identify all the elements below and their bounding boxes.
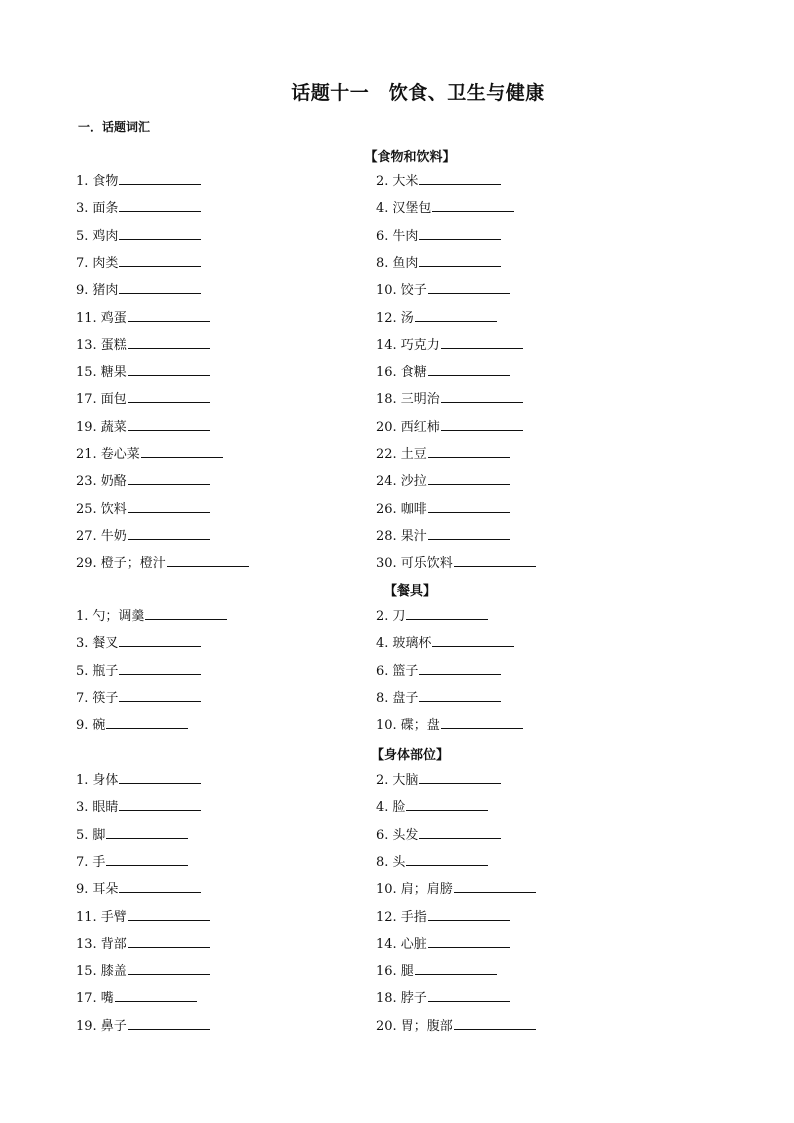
- item-word: 沙拉: [400, 474, 427, 490]
- item-number: 22.: [376, 447, 397, 462]
- item-number: 19.: [76, 419, 97, 435]
- vocab-item: [376, 446, 510, 463]
- item-word: 猪肉: [92, 283, 119, 299]
- item-word: 心脏: [400, 936, 427, 952]
- answer-blank: [428, 528, 510, 540]
- item-number: 8.: [376, 255, 389, 271]
- answer-blank: [119, 881, 201, 893]
- vocab-item: [76, 990, 197, 1007]
- item-number: 9.: [76, 283, 89, 299]
- vocab-item: [376, 772, 501, 789]
- item-word: 筷子: [92, 690, 119, 706]
- vocab-item: [376, 419, 523, 436]
- answer-blank: [419, 173, 501, 185]
- answer-blank: [119, 772, 201, 784]
- vocab-item: [76, 555, 249, 572]
- answer-blank: [128, 337, 210, 349]
- item-number: 4.: [376, 201, 389, 217]
- answer-blank: [428, 282, 510, 294]
- item-word: 果汁: [400, 528, 427, 544]
- item-number: 8.: [376, 690, 389, 706]
- item-word: 鼻子: [100, 1018, 127, 1034]
- answer-blank: [128, 963, 210, 975]
- vocab-item: [76, 200, 201, 217]
- vocab-item: [376, 255, 501, 272]
- item-word: 可乐饮料: [400, 556, 453, 572]
- vocab-item: [76, 827, 188, 844]
- item-word: 饮料: [100, 501, 127, 517]
- answer-blank: [106, 854, 188, 866]
- item-number: 7.: [76, 854, 89, 870]
- vocab-item: [76, 364, 210, 381]
- item-number: 5.: [76, 228, 89, 244]
- vocab-item: [376, 990, 510, 1007]
- item-word: 牛肉: [392, 228, 419, 244]
- answer-blank: [119, 635, 201, 647]
- answer-blank: [428, 501, 510, 513]
- vocab-item: [76, 909, 210, 926]
- vocab-item: [376, 799, 488, 816]
- item-number: 16.: [376, 365, 397, 381]
- answer-blank: [454, 555, 536, 567]
- item-word: 腿: [400, 964, 414, 980]
- answer-blank: [454, 881, 536, 893]
- vocab-item: [76, 419, 210, 436]
- item-number: 12.: [376, 310, 397, 326]
- item-word: 头发: [392, 827, 419, 843]
- item-number: 20.: [376, 1018, 397, 1034]
- vocab-item: [76, 635, 201, 652]
- item-number: 15.: [76, 365, 97, 381]
- vocab-item: [376, 337, 523, 354]
- answer-blank: [128, 473, 210, 485]
- item-number: 10.: [376, 283, 397, 299]
- answer-blank: [428, 909, 510, 921]
- answer-blank: [428, 364, 510, 376]
- vocab-item: [376, 909, 510, 926]
- item-number: 7.: [76, 255, 89, 271]
- item-word: 咖啡: [400, 501, 427, 517]
- vocab-item: [376, 608, 488, 625]
- vocab-item: [76, 963, 210, 980]
- vocab-item: [376, 310, 497, 327]
- item-number: 10.: [376, 882, 397, 898]
- vocab-item: [376, 963, 497, 980]
- item-number: 21.: [76, 447, 97, 462]
- answer-blank: [119, 690, 201, 702]
- section-title: 一．话题词汇: [78, 120, 151, 134]
- item-number: 16.: [376, 964, 397, 980]
- group-title: 【餐具】: [383, 584, 436, 599]
- answer-blank: [119, 228, 201, 240]
- item-number: 20.: [376, 419, 397, 435]
- item-word: 大米: [392, 174, 419, 189]
- item-word: 脚: [92, 827, 106, 843]
- vocab-item: [76, 173, 201, 190]
- item-number: 23.: [76, 474, 97, 490]
- item-number: 6.: [376, 827, 389, 843]
- answer-blank: [145, 608, 227, 620]
- item-word: 巧克力: [400, 337, 440, 353]
- answer-blank: [441, 419, 523, 431]
- item-number: 12.: [376, 909, 397, 925]
- answer-blank: [128, 1018, 210, 1030]
- item-word: 汤: [400, 310, 414, 326]
- item-number: 28.: [376, 528, 397, 544]
- vocab-item: [376, 173, 501, 190]
- item-word: 鱼肉: [392, 255, 419, 271]
- item-word: 脸: [392, 800, 406, 816]
- vocab-item: [76, 501, 210, 518]
- answer-blank: [119, 663, 201, 675]
- item-number: 2.: [376, 609, 389, 624]
- answer-blank: [419, 690, 501, 702]
- item-number: 27.: [76, 528, 97, 544]
- vocab-item: [76, 310, 210, 327]
- vocab-item: [376, 881, 536, 898]
- item-number: 24.: [376, 474, 397, 490]
- answer-blank: [119, 255, 201, 267]
- item-number: 13.: [76, 337, 97, 353]
- answer-blank: [428, 936, 510, 948]
- item-word: 西红柿: [400, 419, 440, 435]
- answer-blank: [128, 936, 210, 948]
- vocab-item: [376, 555, 536, 572]
- item-word: 玻璃杯: [392, 636, 432, 652]
- item-number: 18.: [376, 991, 397, 1007]
- vocab-item: [376, 391, 523, 408]
- vocab-item: [376, 854, 488, 871]
- item-number: 3.: [76, 800, 89, 816]
- item-word: 食物: [92, 174, 119, 189]
- item-word: 食糖: [400, 365, 427, 381]
- item-word: 手臂: [100, 909, 127, 925]
- item-word: 餐叉: [92, 636, 119, 652]
- vocab-item: [76, 799, 201, 816]
- vocab-item: [76, 690, 201, 707]
- item-word: 耳朵: [92, 882, 119, 898]
- vocab-item: [76, 1018, 210, 1035]
- item-number: 19.: [76, 1018, 97, 1034]
- answer-blank: [441, 391, 523, 403]
- answer-blank: [432, 200, 514, 212]
- answer-blank: [419, 827, 501, 839]
- item-word: 奶酪: [100, 474, 127, 490]
- vocab-item: [376, 635, 514, 652]
- vocab-item: [76, 282, 201, 299]
- vocab-item: [76, 663, 201, 680]
- vocab-item: [376, 663, 501, 680]
- answer-blank: [128, 501, 210, 513]
- item-word: 膝盖: [100, 964, 127, 980]
- item-word: 脖子: [400, 991, 427, 1007]
- answer-blank: [119, 282, 201, 294]
- item-word: 面包: [100, 392, 127, 408]
- vocab-item: [76, 608, 227, 625]
- item-word: 刀: [392, 609, 406, 624]
- item-word: 土豆: [400, 447, 427, 462]
- answer-blank: [441, 337, 523, 349]
- answer-blank: [119, 173, 201, 185]
- item-number: 26.: [376, 501, 397, 517]
- item-word: 面条: [92, 201, 119, 217]
- item-number: 11.: [76, 909, 97, 925]
- answer-blank: [432, 635, 514, 647]
- vocab-item: [76, 854, 188, 871]
- item-word: 肩；肩膀: [400, 882, 453, 898]
- answer-blank: [128, 364, 210, 376]
- answer-blank: [406, 799, 488, 811]
- page-title: 话题十一 饮食、卫生与健康: [291, 82, 545, 104]
- item-number: 2.: [376, 773, 389, 788]
- answer-blank: [454, 1018, 536, 1030]
- item-number: 6.: [376, 663, 389, 679]
- item-number: 13.: [76, 936, 97, 952]
- vocab-item: [376, 717, 523, 734]
- answer-blank: [128, 528, 210, 540]
- item-word: 鸡肉: [92, 228, 119, 244]
- answer-blank: [128, 909, 210, 921]
- vocab-item: [76, 881, 201, 898]
- vocab-item: [76, 772, 201, 789]
- item-number: 11.: [76, 310, 97, 326]
- answer-blank: [428, 446, 510, 458]
- item-word: 头: [392, 854, 406, 870]
- answer-blank: [128, 391, 210, 403]
- item-number: 30.: [376, 556, 397, 572]
- answer-blank: [441, 717, 523, 729]
- item-number: 14.: [376, 337, 397, 353]
- vocab-item: [76, 473, 210, 490]
- answer-blank: [119, 200, 201, 212]
- group-title: 【食物和饮料】: [364, 150, 456, 165]
- vocab-item: [376, 200, 514, 217]
- item-number: 18.: [376, 392, 397, 408]
- item-word: 糖果: [100, 365, 127, 381]
- answer-blank: [106, 827, 188, 839]
- answer-blank: [141, 446, 223, 458]
- item-number: 17.: [76, 392, 97, 408]
- vocab-item: [76, 936, 210, 953]
- item-word: 手: [92, 854, 106, 870]
- answer-blank: [119, 799, 201, 811]
- vocab-item: [376, 936, 510, 953]
- vocab-item: [76, 337, 210, 354]
- item-number: 6.: [376, 228, 389, 244]
- vocab-item: [376, 282, 510, 299]
- item-word: 嘴: [100, 991, 114, 1007]
- item-word: 三明治: [400, 392, 440, 408]
- item-number: 5.: [76, 663, 89, 679]
- answer-blank: [415, 963, 497, 975]
- item-word: 牛奶: [100, 528, 127, 544]
- answer-blank: [406, 854, 488, 866]
- item-word: 身体: [92, 773, 119, 788]
- vocab-item: [376, 827, 501, 844]
- vocab-item: [76, 391, 210, 408]
- item-number: 8.: [376, 854, 389, 870]
- item-word: 饺子: [400, 283, 427, 299]
- item-word: 勺；调羹: [92, 609, 145, 624]
- vocab-item: [376, 528, 510, 545]
- item-number: 1.: [76, 609, 89, 624]
- item-number: 4.: [376, 800, 389, 816]
- item-number: 2.: [376, 174, 389, 189]
- answer-blank: [115, 990, 197, 1002]
- item-number: 7.: [76, 690, 89, 706]
- item-number: 9.: [76, 718, 89, 734]
- item-word: 碟；盘: [400, 718, 440, 734]
- item-number: 15.: [76, 964, 97, 980]
- answer-blank: [419, 255, 501, 267]
- item-word: 汉堡包: [392, 201, 432, 217]
- item-number: 17.: [76, 991, 97, 1007]
- item-word: 肉类: [92, 255, 119, 271]
- answer-blank: [419, 663, 501, 675]
- vocab-item: [76, 528, 210, 545]
- vocab-item: [376, 473, 510, 490]
- answer-blank: [428, 473, 510, 485]
- item-word: 鸡蛋: [100, 310, 127, 326]
- item-number: 14.: [376, 936, 397, 952]
- vocab-item: [76, 446, 223, 463]
- item-number: 4.: [376, 636, 389, 652]
- answer-blank: [106, 717, 188, 729]
- vocab-item: [76, 717, 188, 734]
- item-word: 篮子: [392, 663, 419, 679]
- item-word: 背部: [100, 936, 127, 952]
- item-number: 9.: [76, 882, 89, 898]
- item-word: 蔬菜: [100, 419, 127, 435]
- vocab-item: [76, 228, 201, 245]
- answer-blank: [419, 772, 501, 784]
- vocab-item: [376, 364, 510, 381]
- answer-blank: [415, 310, 497, 322]
- item-word: 蛋糕: [100, 337, 127, 353]
- item-word: 卷心菜: [100, 447, 140, 462]
- group-title: 【身体部位】: [370, 748, 449, 763]
- item-number: 25.: [76, 501, 97, 517]
- item-word: 瓶子: [92, 663, 119, 679]
- answer-blank: [167, 555, 249, 567]
- item-number: 5.: [76, 827, 89, 843]
- vocab-item: [376, 690, 501, 707]
- item-number: 1.: [76, 174, 89, 189]
- item-word: 大脑: [392, 773, 419, 788]
- item-number: 10.: [376, 718, 397, 734]
- item-word: 手指: [400, 909, 427, 925]
- vocab-item: [376, 228, 501, 245]
- answer-blank: [428, 990, 510, 1002]
- item-number: 3.: [76, 201, 89, 217]
- item-word: 碗: [92, 718, 106, 734]
- vocab-item: [376, 501, 510, 518]
- vocab-item: [376, 1018, 536, 1035]
- item-word: 眼睛: [92, 800, 119, 816]
- answer-blank: [128, 310, 210, 322]
- vocab-item: [76, 255, 201, 272]
- item-word: 盘子: [392, 690, 419, 706]
- answer-blank: [406, 608, 488, 620]
- answer-blank: [128, 419, 210, 431]
- item-number: 1.: [76, 773, 89, 788]
- item-word: 胃；腹部: [400, 1018, 453, 1034]
- item-number: 3.: [76, 636, 89, 652]
- item-number: 29.: [76, 556, 97, 572]
- item-word: 橙子；橙汁: [100, 556, 166, 572]
- answer-blank: [419, 228, 501, 240]
